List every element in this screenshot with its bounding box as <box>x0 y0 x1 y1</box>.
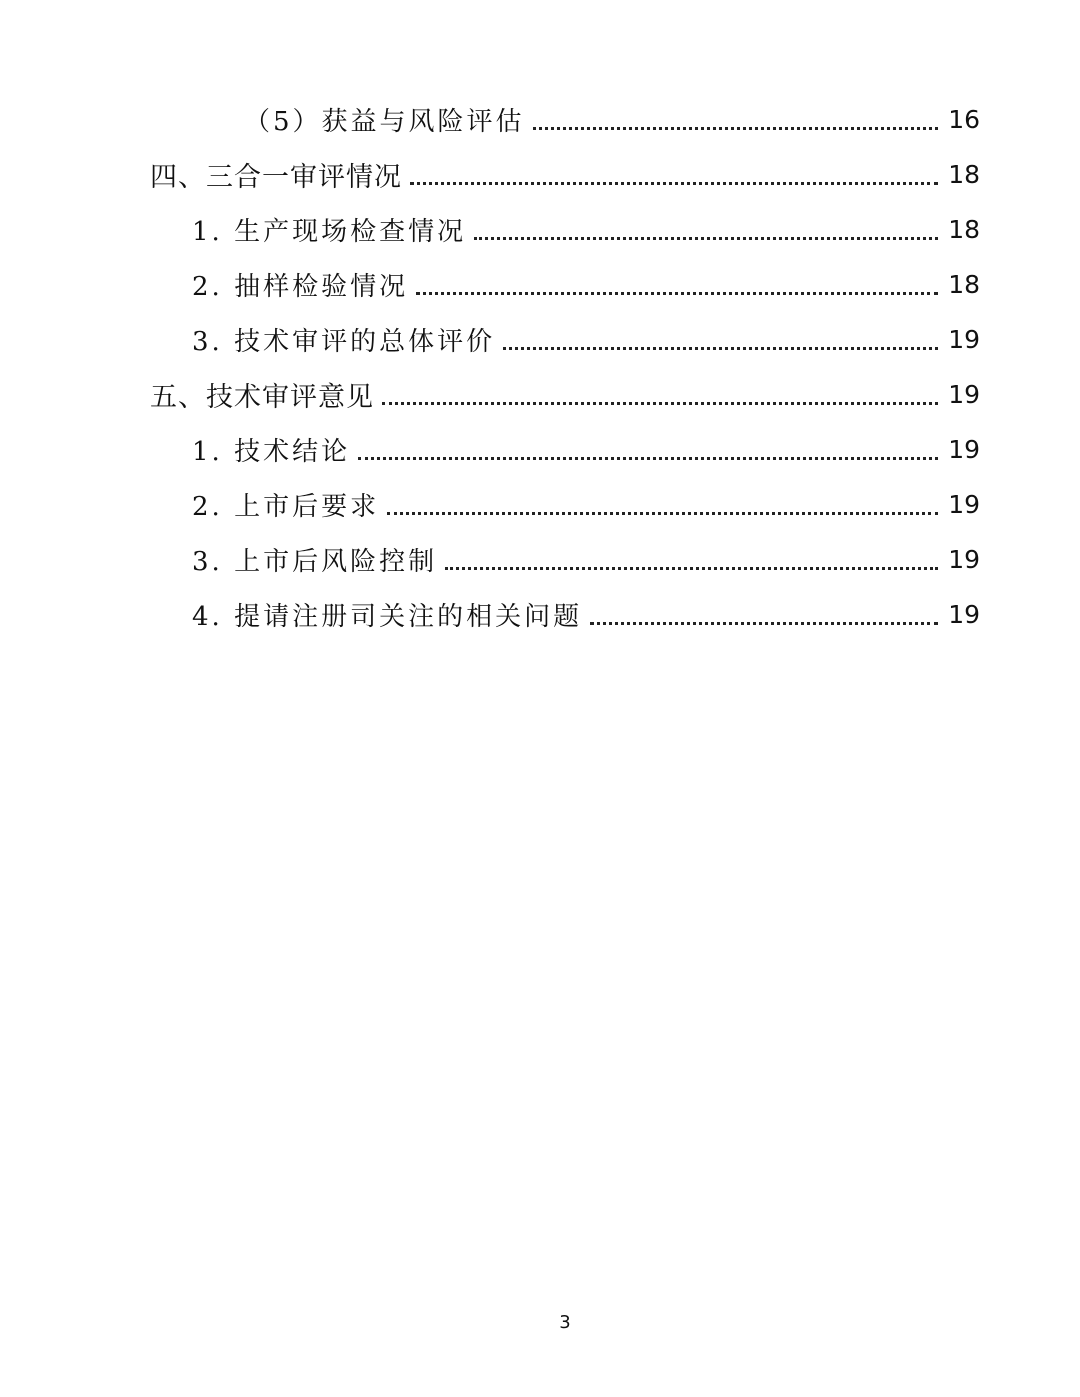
toc-entry-section-4[interactable] <box>0 147 1080 202</box>
dot-leader <box>358 457 938 460</box>
toc-entry-5-1[interactable] <box>0 422 1080 477</box>
toc-entry-title: 2. 抽样检验情况 <box>192 272 409 302</box>
toc-entry-title: 1. 生产现场检查情况 <box>192 217 467 247</box>
toc-entry-4-3[interactable] <box>0 312 1080 367</box>
dot-leader <box>445 567 938 570</box>
dot-leader <box>410 182 938 185</box>
toc-entry-page: 19 <box>948 545 980 574</box>
toc-entry-page: 18 <box>948 270 980 299</box>
toc-entry-5-3[interactable] <box>0 532 1080 587</box>
toc-entry-page: 19 <box>948 380 980 409</box>
dot-leader <box>590 622 938 625</box>
toc-entry-page: 19 <box>948 435 980 464</box>
toc-entry-benefit-risk[interactable] <box>0 92 1080 147</box>
page-number: 3 <box>559 1312 571 1333</box>
dot-leader <box>382 402 938 405</box>
toc-entry-4-1[interactable] <box>0 202 1080 257</box>
toc-entry-title: 五、技术审评意见 <box>150 382 374 413</box>
dot-leader <box>416 292 938 295</box>
dot-leader <box>387 512 938 515</box>
dot-leader <box>474 237 938 240</box>
toc-entry-title: 3. 技术审评的总体评价 <box>192 327 496 357</box>
toc-entry-title: 1. 技术结论 <box>192 437 351 467</box>
toc-entry-5-4[interactable] <box>0 587 1080 642</box>
toc-entry-page: 16 <box>948 105 980 134</box>
toc-entry-page: 18 <box>948 160 980 189</box>
toc-entry-title: 四、三合一审评情况 <box>150 162 402 193</box>
toc-entry-title: 3. 上市后风险控制 <box>192 547 438 577</box>
table-of-contents <box>0 92 1080 642</box>
toc-entry-page: 18 <box>948 215 980 244</box>
dot-leader <box>533 127 938 130</box>
toc-entry-title: （5）获益与风险评估 <box>244 107 525 137</box>
dot-leader <box>503 347 938 350</box>
toc-entry-4-2[interactable] <box>0 257 1080 312</box>
toc-entry-title: 2. 上市后要求 <box>192 492 380 522</box>
toc-entry-5-2[interactable] <box>0 477 1080 532</box>
toc-entry-page: 19 <box>948 325 980 354</box>
toc-entry-title: 4. 提请注册司关注的相关问题 <box>192 602 583 632</box>
toc-entry-page: 19 <box>948 600 980 629</box>
toc-entry-section-5[interactable] <box>0 367 1080 422</box>
toc-entry-page: 19 <box>948 490 980 519</box>
